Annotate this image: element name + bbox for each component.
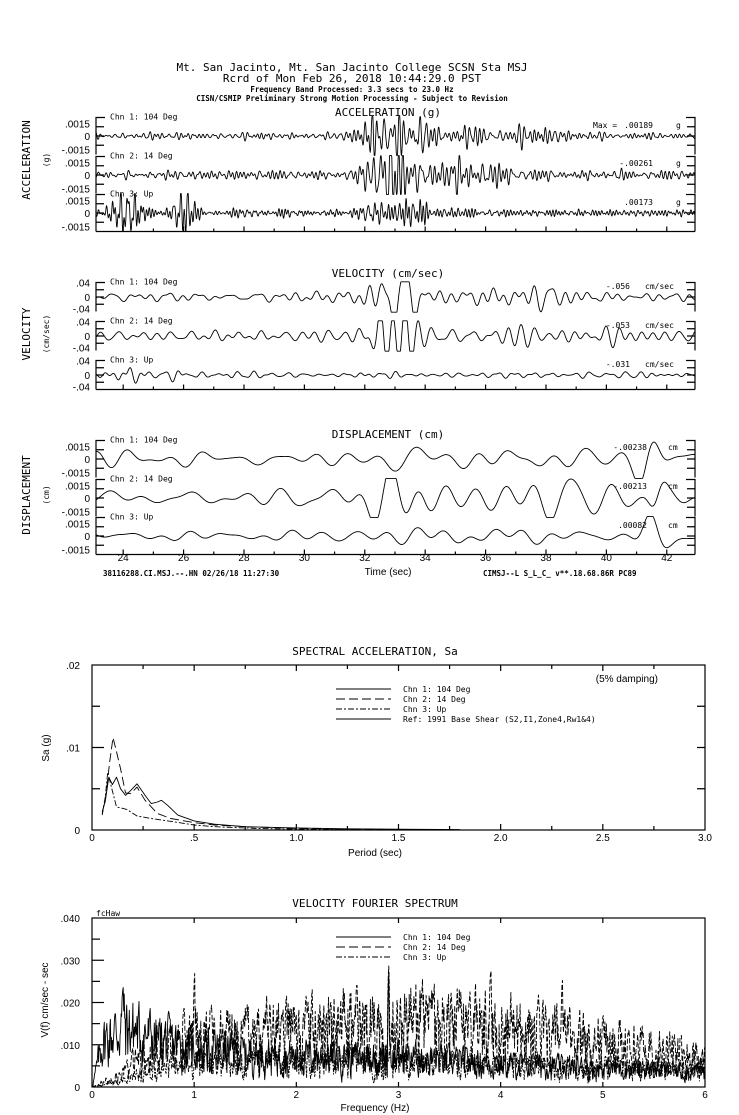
channel-peak-unit: g (676, 121, 681, 130)
time-tick-label: 38 (540, 553, 552, 564)
y-tick-label-zero: 0 (84, 209, 90, 220)
y-tick-label-zero: 0 (84, 494, 90, 505)
header-processing-note: CISN/CSMIP Preliminary Strong Motion Processing - Subject to Revision (196, 94, 508, 103)
channel-peak-value: -.031 (605, 360, 630, 369)
time-tick-label: 28 (238, 553, 250, 564)
y-tick-label-top: .04 (76, 278, 90, 290)
panel-side-label: VELOCITY (20, 307, 33, 361)
y-tick-label-zero: 0 (84, 293, 90, 304)
processing-code-footer: CIMSJ--L S_L_C_ v**.18.68.86R PC89 (483, 569, 637, 578)
record-id-footer: 38116288.CI.MSJ.--.HN 02/26/18 11:27:30 (103, 569, 280, 578)
x-axis-title: Frequency (Hz) (340, 1103, 410, 1114)
channel-name-label: Chn 2: 14 Deg (110, 316, 173, 326)
x-tick-label: .5 (189, 833, 199, 844)
time-tick-label: 34 (419, 553, 431, 564)
legend-entry: Chn 3: Up (403, 705, 447, 714)
channel-peak-value: -.00213 (613, 482, 647, 491)
y-tick-label-top: .04 (76, 317, 90, 329)
y-tick-label-zero: 0 (84, 132, 90, 143)
x-tick-label: 1.0 (289, 833, 304, 844)
y-tick-label-zero: 0 (84, 455, 90, 466)
y-tick-label-bottom: -.0015 (61, 184, 90, 196)
y-tick-label: .010 (60, 1040, 80, 1052)
x-tick-label: 0 (89, 1090, 95, 1101)
y-tick-label: .020 (60, 998, 80, 1010)
channel-peak-unit: cm (668, 443, 678, 452)
channel-name-label: Chn 1: 104 Deg (110, 277, 178, 287)
channel-peak-unit: cm (668, 521, 678, 530)
y-tick-label-bottom: -.0015 (61, 145, 90, 157)
y-tick-label-top: .04 (76, 356, 90, 368)
x-tick-label: 1.5 (391, 833, 406, 844)
y-tick-label-zero: 0 (84, 371, 90, 382)
channel-peak-unit: cm/sec (645, 360, 674, 369)
x-axis-title: Period (sec) (348, 848, 402, 859)
panel-title: VELOCITY (cm/sec) (331, 267, 445, 280)
y-tick-label: .030 (60, 956, 80, 968)
header-frequency-band: Frequency Band Processed: 3.3 secs to 23.0 Hz (250, 85, 454, 94)
x-tick-label: 6 (702, 1090, 708, 1101)
channel-peak-unit: g (676, 198, 681, 207)
panel-unit-label: (g) (42, 152, 51, 168)
y-tick-label-top: .0015 (64, 442, 90, 454)
panel-unit-label: (cm/sec) (42, 314, 51, 354)
y-tick-label: 0 (74, 826, 80, 837)
x-tick-label: 2 (293, 1090, 300, 1101)
channel-name-label: Chn 1: 104 Deg (110, 435, 178, 445)
time-tick-label: 30 (298, 553, 310, 564)
panel-side-label: ACCELERATION (20, 120, 33, 200)
y-tick-label-bottom: -.04 (72, 382, 90, 394)
y-tick-label-zero: 0 (84, 332, 90, 343)
y-tick-label-bottom: -.04 (72, 304, 90, 316)
channel-peak-value: -.00238 (613, 443, 647, 452)
x-tick-label: 1 (191, 1090, 197, 1101)
channel-peak-value: .00173 (624, 198, 653, 207)
y-tick-label: .01 (66, 743, 80, 755)
y-tick-label: .040 (60, 914, 80, 925)
legend-entry: Chn 3: Up (403, 953, 447, 962)
channel-peak-value: .00082 (618, 521, 647, 530)
channel-peak-value: .00189 (624, 121, 653, 130)
y-axis-title: V(f) cm/sec - sec (40, 962, 51, 1038)
time-axis-title: Time (sec) (364, 567, 412, 578)
chart-title: SPECTRAL ACCELERATION, Sa (292, 645, 458, 658)
channel-name-label: Chn 2: 14 Deg (110, 474, 173, 484)
time-tick-label: 24 (117, 553, 129, 564)
x-tick-label: 2.0 (493, 833, 508, 844)
y-axis-title: Sa (g) (41, 734, 52, 762)
channel-peak-unit: g (676, 159, 681, 168)
y-tick-label-top: .0015 (64, 158, 90, 170)
x-tick-label: 5 (600, 1090, 606, 1101)
y-tick-label-top: .0015 (64, 119, 90, 131)
time-tick-label: 42 (661, 553, 673, 564)
y-tick-label-zero: 0 (84, 171, 90, 182)
channel-peak-unit: cm/sec (645, 282, 674, 291)
panel-title: ACCELERATION (g) (335, 106, 441, 119)
time-tick-label: 40 (600, 553, 612, 564)
x-tick-label: 2.5 (595, 833, 610, 844)
channel-peak-value: -.00261 (619, 159, 653, 168)
y-tick-label-top: .0015 (64, 481, 90, 493)
time-tick-label: 32 (359, 553, 371, 564)
y-tick-label-top: .0015 (64, 519, 90, 531)
y-tick-label-bottom: -.0015 (61, 507, 90, 519)
time-tick-label: 36 (480, 553, 492, 564)
y-tick-label-top: .0015 (64, 196, 90, 208)
max-prefix-label: Max = (593, 121, 618, 130)
y-tick-label-bottom: -.0015 (61, 545, 90, 557)
x-tick-label: 4 (497, 1090, 504, 1101)
time-tick-label: 26 (178, 553, 190, 564)
legend-entry: Chn 1: 104 Deg (403, 933, 471, 942)
legend-entry: Chn 2: 14 Deg (403, 695, 466, 704)
panel-unit-label: (cm) (42, 485, 51, 505)
channel-peak-unit: cm/sec (645, 321, 674, 330)
header-record-time: Rcrd of Mon Feb 26, 2018 10:44:29.0 PST (222, 72, 482, 85)
channel-peak-unit: cm (668, 482, 678, 491)
x-tick-label: 0 (89, 833, 95, 844)
y-tick-label-bottom: -.04 (72, 343, 90, 355)
header-station: Mt. San Jacinto, Mt. San Jacinto College SCSN Sta MSJ (176, 61, 528, 74)
y-tick-label: 0 (74, 1083, 80, 1094)
channel-name-label: Chn 3: Up (110, 355, 154, 365)
y-tick-label-bottom: -.0015 (61, 468, 90, 480)
y-tick-label-zero: 0 (84, 532, 90, 543)
legend-entry: Chn 2: 14 Deg (403, 943, 466, 952)
legend-entry: Chn 1: 104 Deg (403, 685, 471, 694)
channel-name-label: Chn 1: 104 Deg (110, 112, 178, 122)
channel-peak-value: -.053 (605, 321, 630, 330)
damping-annotation: (5% damping) (595, 674, 658, 685)
record-header (177, 61, 528, 103)
legend-entry: Ref: 1991 Base Shear (S2,I1,Zone4,Rw1&4) (403, 715, 596, 724)
channel-name-label: Chn 2: 14 Deg (110, 151, 173, 161)
x-tick-label: 3 (395, 1090, 402, 1101)
panel-side-label: DISPLACEMENT (20, 455, 33, 535)
y-tick-label-bottom: -.0015 (61, 222, 90, 234)
y-tick-label: .02 (66, 661, 80, 672)
corner-label: fcHaw (96, 909, 121, 918)
panel-title: DISPLACEMENT (cm) (331, 428, 445, 441)
chart-title: VELOCITY FOURIER SPECTRUM (292, 897, 458, 910)
channel-peak-value: -.056 (605, 282, 630, 291)
channel-name-label: Chn 3: Up (110, 189, 154, 199)
channel-name-label: Chn 3: Up (110, 512, 154, 522)
x-tick-label: 3.0 (698, 833, 712, 844)
